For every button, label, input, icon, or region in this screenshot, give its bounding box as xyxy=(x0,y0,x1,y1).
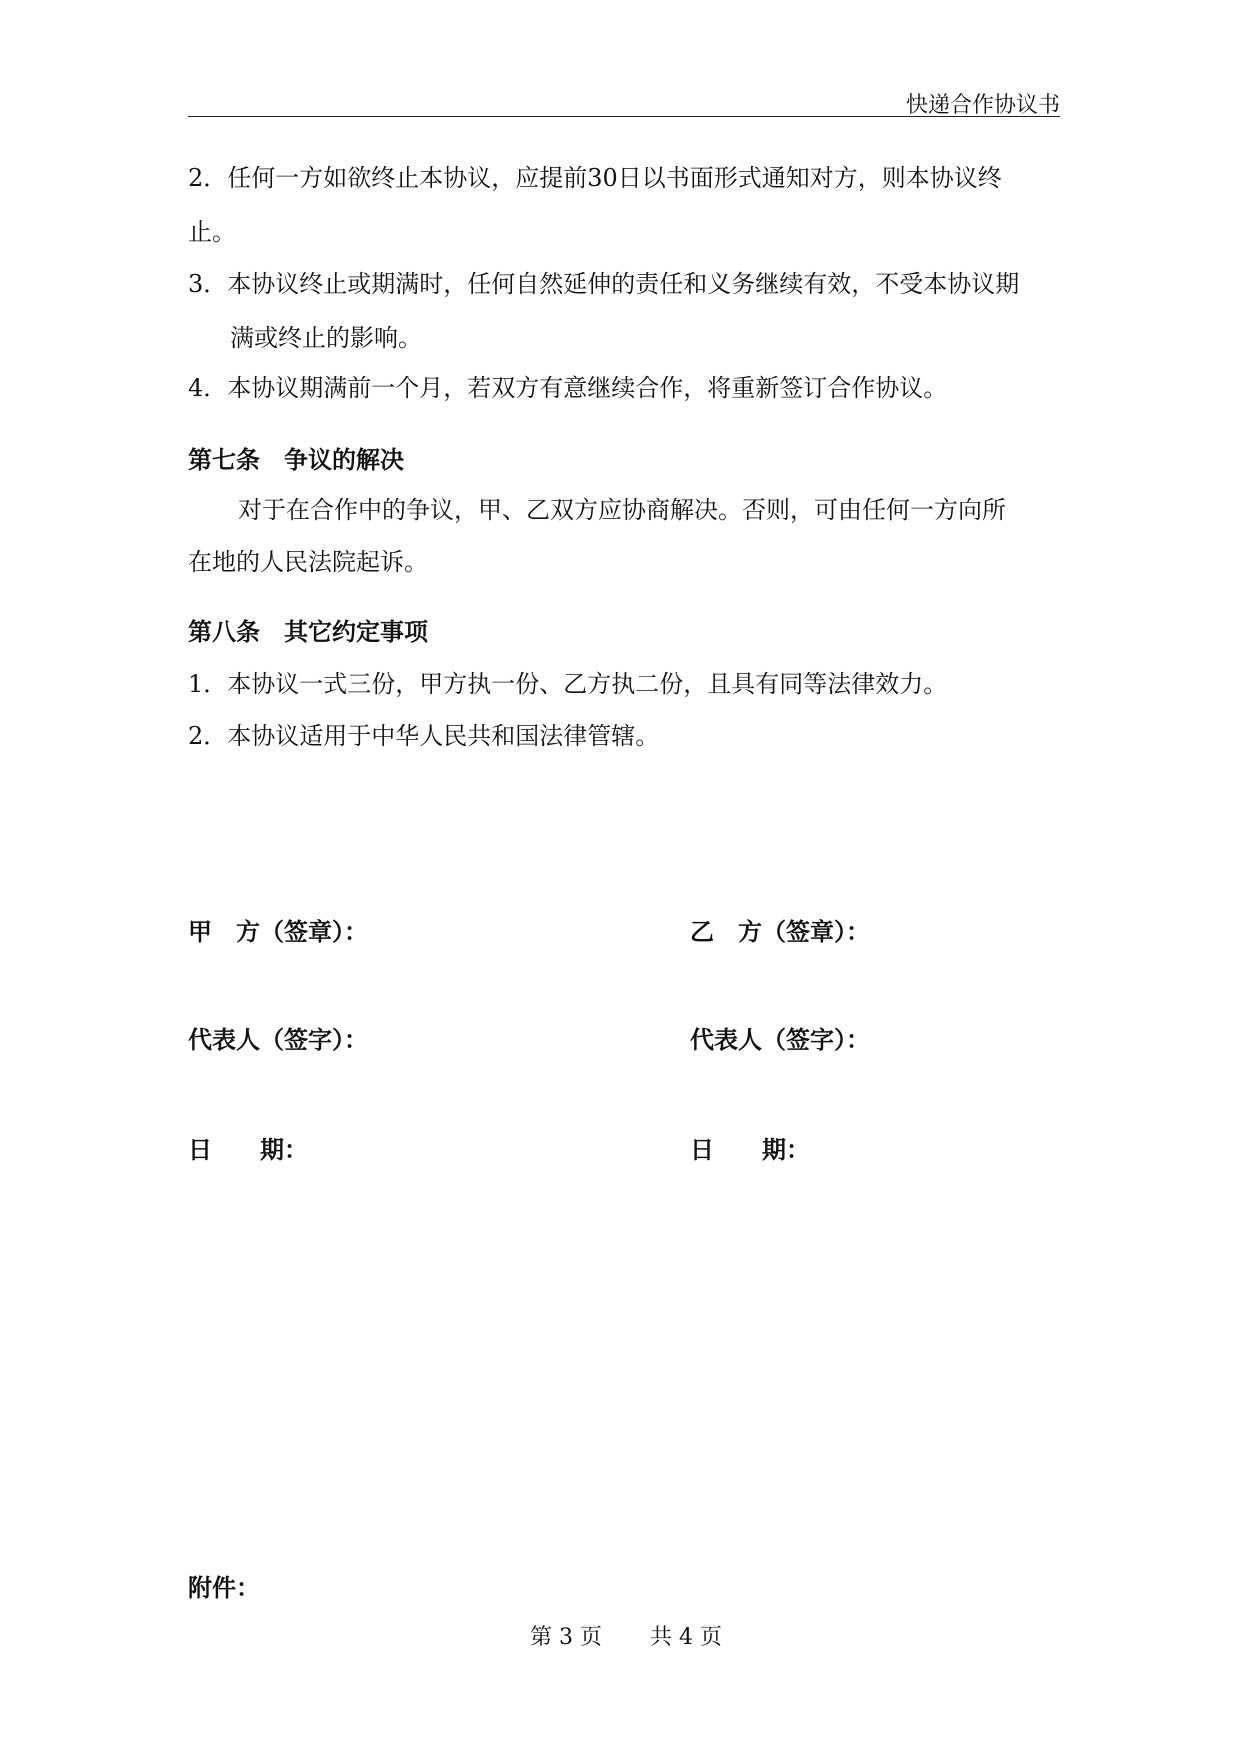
article-7-paragraph-line-2: 在地的人民法院起诉。 xyxy=(188,548,428,576)
party-a-seal-label: 甲 方（签章）： xyxy=(188,918,368,946)
clause-6-item-2-line-2: 止。 xyxy=(188,218,236,246)
attachment-label: 附件： xyxy=(188,1574,260,1602)
clause-6-item-2-line-1: 2．任何一方如欲终止本协议，应提前30日以书面形式通知对方，则本协议终 xyxy=(188,164,1002,192)
party-b-date-label: 日 期： xyxy=(690,1136,810,1164)
party-b-seal-label: 乙 方（签章）： xyxy=(690,918,870,946)
article-7-paragraph-line-1: 对于在合作中的争议，甲、乙双方应协商解决。否则，可由任何一方向所 xyxy=(238,496,1006,524)
clause-6-item-3-line-1: 3．本协议终止或期满时，任何自然延伸的责任和义务继续有效，不受本协议期 xyxy=(188,270,1020,298)
header-title: 快递合作协议书 xyxy=(905,93,1060,118)
page-total: 共 4 页 xyxy=(650,1625,722,1650)
party-b-representative-label: 代表人（签字）： xyxy=(690,1026,870,1054)
article-8-title: 第八条 其它约定事项 xyxy=(188,618,428,646)
clause-6-item-4: 4．本协议期满前一个月，若双方有意继续合作，将重新签订合作协议。 xyxy=(188,374,948,402)
article-8-item-2: 2．本协议适用于中华人民共和国法律管辖。 xyxy=(188,722,660,750)
page-number: 第 3 页 xyxy=(530,1625,602,1650)
party-a-date-label: 日 期： xyxy=(188,1136,308,1164)
party-a-representative-label: 代表人（签字）： xyxy=(188,1026,368,1054)
header-divider xyxy=(188,116,1060,117)
clause-6-item-3-line-2: 满或终止的影响。 xyxy=(230,324,422,352)
article-7-title: 第七条 争议的解决 xyxy=(188,446,404,474)
article-8-item-1: 1．本协议一式三份，甲方执一份、乙方执二份，且具有同等法律效力。 xyxy=(188,670,948,698)
